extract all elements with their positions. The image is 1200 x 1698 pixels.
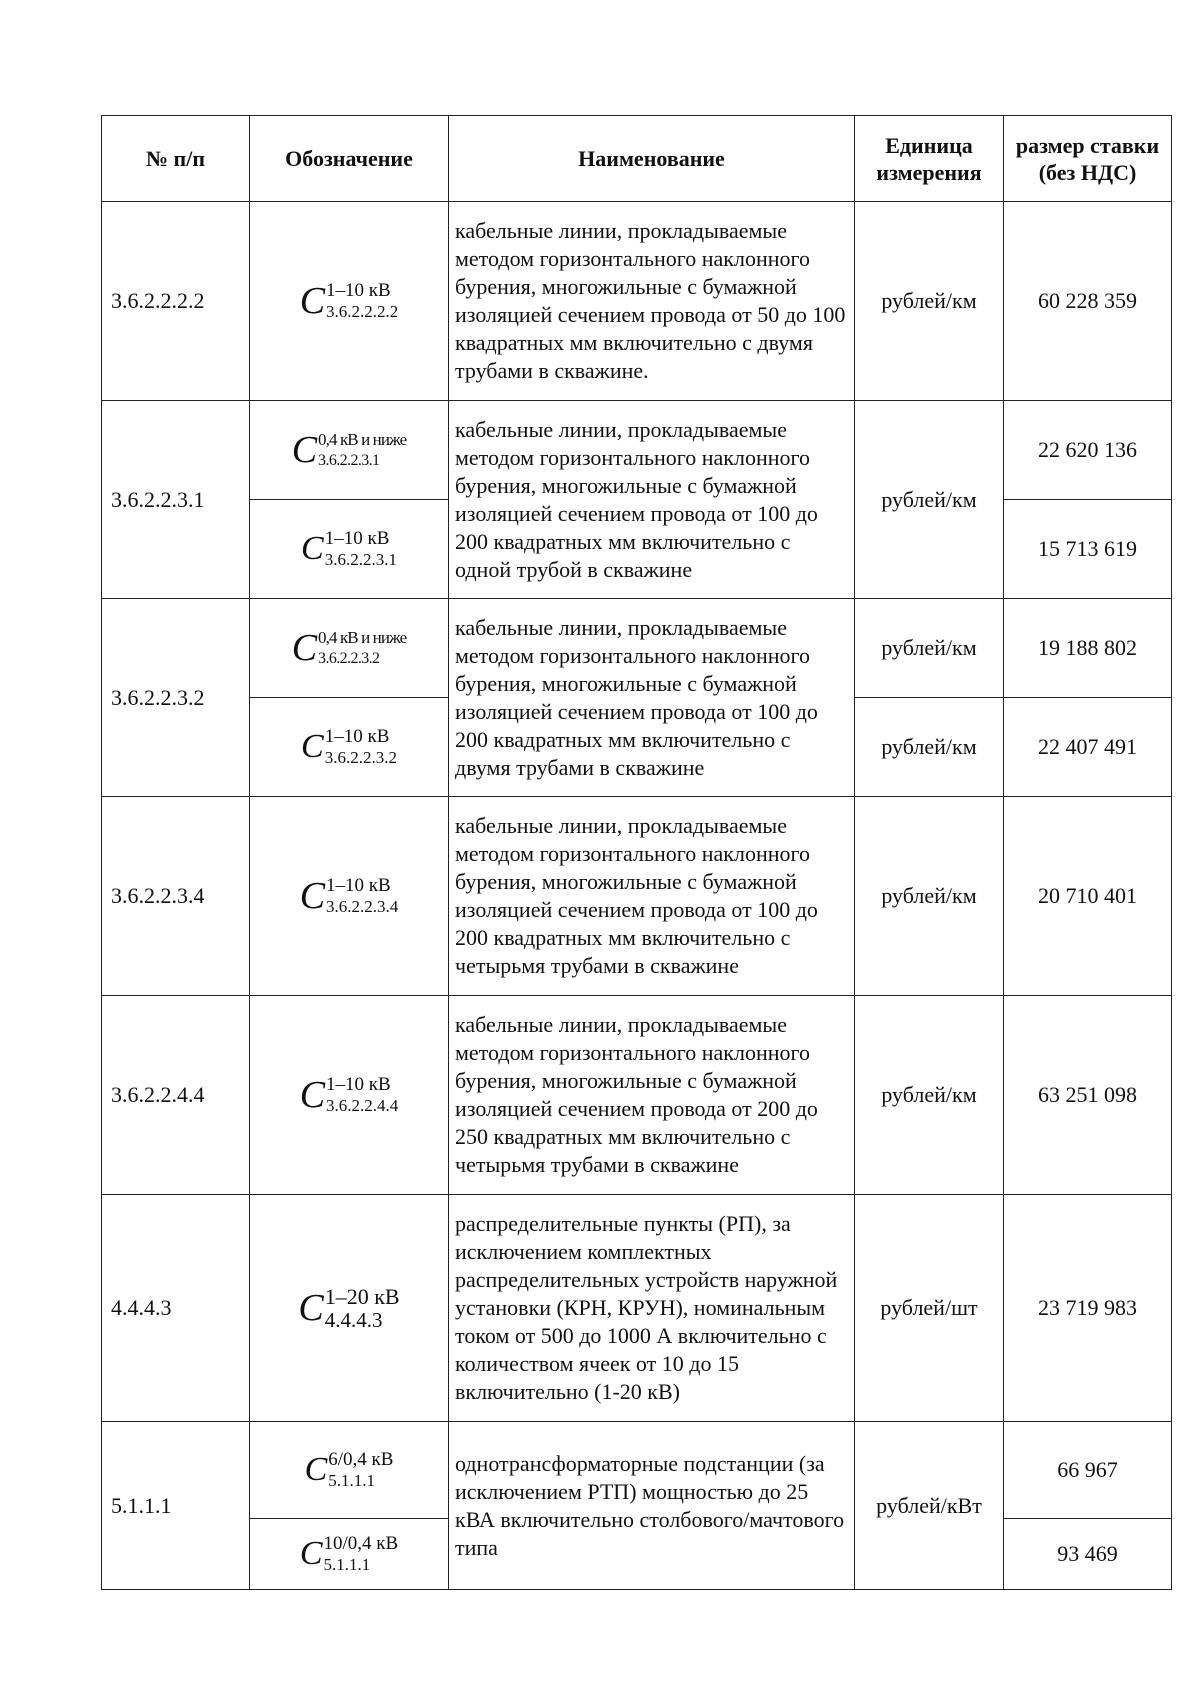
row-number: 3.6.2.2.4.4 bbox=[102, 996, 250, 1195]
row-description: кабельные линии, прокладываемые методом горизонтального наклонного бурения, многожильные с бумажной изоляцией сечением провода от 100 до 200 квадратных мм включительно с четырьмя трубами в скважине bbox=[449, 797, 855, 996]
row-symbol bbox=[250, 599, 449, 698]
row-number: 5.1.1.1 bbox=[102, 1422, 250, 1590]
table-row bbox=[102, 996, 1172, 1195]
symbol-superscript: 1–10 кВ bbox=[324, 726, 390, 747]
row-rate: 63 251 098 bbox=[1004, 996, 1172, 1195]
row-rate: 22 620 136 bbox=[1004, 401, 1172, 500]
symbol-subscript: 5.1.1.1 bbox=[328, 1471, 375, 1490]
row-rate: 20 710 401 bbox=[1004, 797, 1172, 996]
symbol-subscript: 4.4.4.3 bbox=[324, 1307, 383, 1332]
row-description: однотрансформаторные подстанции (за исключением РТП) мощностью до 25 кВА включительно столбового/мачтового типа bbox=[449, 1422, 855, 1590]
symbol-superscript: 0,4 кВ и ниже bbox=[318, 430, 407, 449]
symbol-superscript: 1–10 кВ bbox=[326, 875, 391, 896]
header-rate: размер ставки (без НДС) bbox=[1004, 116, 1172, 202]
row-unit: рублей/шт bbox=[855, 1195, 1004, 1422]
row-symbol bbox=[250, 1195, 449, 1422]
row-number: 3.6.2.2.2.2 bbox=[102, 202, 250, 401]
symbol-superscript: 1–20 кВ bbox=[324, 1283, 400, 1309]
symbol-subscript: 3.6.2.2.3.1 bbox=[318, 452, 380, 469]
table-row bbox=[102, 202, 1172, 401]
row-symbol bbox=[250, 1519, 449, 1590]
row-description: кабельные линии, прокладываемые методом горизонтального наклонного бурения, многожильные с бумажной изоляцией сечением провода от 100 до 200 квадратных мм включительно с одной трубой в скважине bbox=[449, 401, 855, 599]
symbol-subscript: 5.1.1.1 bbox=[323, 1555, 371, 1574]
table-row bbox=[102, 401, 1172, 500]
symbol-letter: C bbox=[299, 1074, 326, 1116]
row-symbol bbox=[250, 698, 449, 797]
header-num: № п/п bbox=[102, 116, 250, 202]
row-number: 3.6.2.2.3.4 bbox=[102, 797, 250, 996]
row-description: распределительные пункты (РП), за исключением комплектных распределительных устройств наружной установки (КРН, КРУН), номинальным током от 500 до 1000 А включительно с количеством ячеек от 10 до 15 включительно (1-20 кВ) bbox=[449, 1195, 855, 1422]
row-unit: рублей/км bbox=[855, 996, 1004, 1195]
table-row bbox=[102, 1422, 1172, 1519]
row-rate: 23 719 983 bbox=[1004, 1195, 1172, 1422]
row-rate: 93 469 bbox=[1004, 1519, 1172, 1590]
symbol-superscript: 0,4 кВ и ниже bbox=[318, 628, 407, 647]
row-rate: 22 407 491 bbox=[1004, 698, 1172, 797]
row-description: кабельные линии, прокладываемые методом горизонтального наклонного бурения, многожильные с бумажной изоляцией сечением провода от 100 до 200 квадратных мм включительно с двумя трубами в скважине bbox=[449, 599, 855, 797]
table-row bbox=[102, 599, 1172, 698]
symbol-letter: C bbox=[304, 1451, 328, 1488]
symbol-superscript: 1–10 кВ bbox=[326, 1074, 391, 1095]
row-rate: 60 228 359 bbox=[1004, 202, 1172, 401]
row-unit: рублей/км bbox=[855, 401, 1004, 599]
row-number: 4.4.4.3 bbox=[102, 1195, 250, 1422]
symbol-letter: C bbox=[301, 728, 324, 765]
row-symbol bbox=[250, 1422, 449, 1519]
header-name: Наименование bbox=[449, 116, 855, 202]
row-number: 3.6.2.2.3.2 bbox=[102, 599, 250, 797]
symbol-subscript: 3.6.2.2.4.4 bbox=[326, 1096, 399, 1115]
symbol-letter: C bbox=[299, 1535, 323, 1572]
row-symbol bbox=[250, 797, 449, 996]
row-unit: рублей/км bbox=[855, 202, 1004, 401]
header-unit: Единица измерения bbox=[855, 116, 1004, 202]
row-symbol bbox=[250, 401, 449, 500]
symbol-subscript: 3.6.2.2.3.4 bbox=[326, 897, 399, 916]
row-symbol bbox=[250, 500, 449, 599]
symbol-superscript: 1–10 кВ bbox=[326, 280, 391, 301]
row-rate: 19 188 802 bbox=[1004, 599, 1172, 698]
symbol-letter: C bbox=[291, 627, 318, 669]
symbol-superscript: 1–10 кВ bbox=[324, 528, 390, 549]
symbol-superscript: 10/0,4 кВ bbox=[323, 1533, 399, 1554]
row-rate: 15 713 619 bbox=[1004, 500, 1172, 599]
row-unit: рублей/км bbox=[855, 797, 1004, 996]
symbol-subscript: 3.6.2.2.2.2 bbox=[326, 302, 399, 321]
symbol-subscript: 3.6.2.2.3.1 bbox=[324, 550, 397, 569]
row-unit: рублей/км bbox=[855, 599, 1004, 698]
tariff-table bbox=[101, 115, 1172, 1590]
row-rate: 66 967 bbox=[1004, 1422, 1172, 1519]
table-row bbox=[102, 1195, 1172, 1422]
symbol-subscript: 3.6.2.2.3.2 bbox=[324, 748, 397, 767]
row-description: кабельные линии, прокладываемые методом горизонтального наклонного бурения, многожильные с бумажной изоляцией сечением провода от 200 до 250 квадратных мм включительно с четырьмя трубами в скважине bbox=[449, 996, 855, 1195]
row-symbol bbox=[250, 996, 449, 1195]
row-description: кабельные линии, прокладываемые методом горизонтального наклонного бурения, многожильные с бумажной изоляцией сечением провода от 50 до 100 квадратных мм включительно с двумя трубами в скважине. bbox=[449, 202, 855, 401]
row-unit: рублей/кВт bbox=[855, 1422, 1004, 1590]
symbol-letter: C bbox=[291, 429, 318, 471]
header-row bbox=[102, 116, 1172, 202]
symbol-letter: C bbox=[301, 530, 324, 567]
symbol-letter: C bbox=[299, 875, 326, 917]
header-symbol: Обозначение bbox=[250, 116, 449, 202]
table-row bbox=[102, 797, 1172, 996]
row-number: 3.6.2.2.3.1 bbox=[102, 401, 250, 599]
symbol-superscript: 6/0,4 кВ bbox=[328, 1449, 394, 1470]
symbol-letter: C bbox=[298, 1287, 324, 1329]
symbol-letter: C bbox=[299, 280, 326, 322]
row-symbol bbox=[250, 202, 449, 401]
symbol-subscript: 3.6.2.2.3.2 bbox=[318, 650, 380, 667]
row-unit: рублей/км bbox=[855, 698, 1004, 797]
